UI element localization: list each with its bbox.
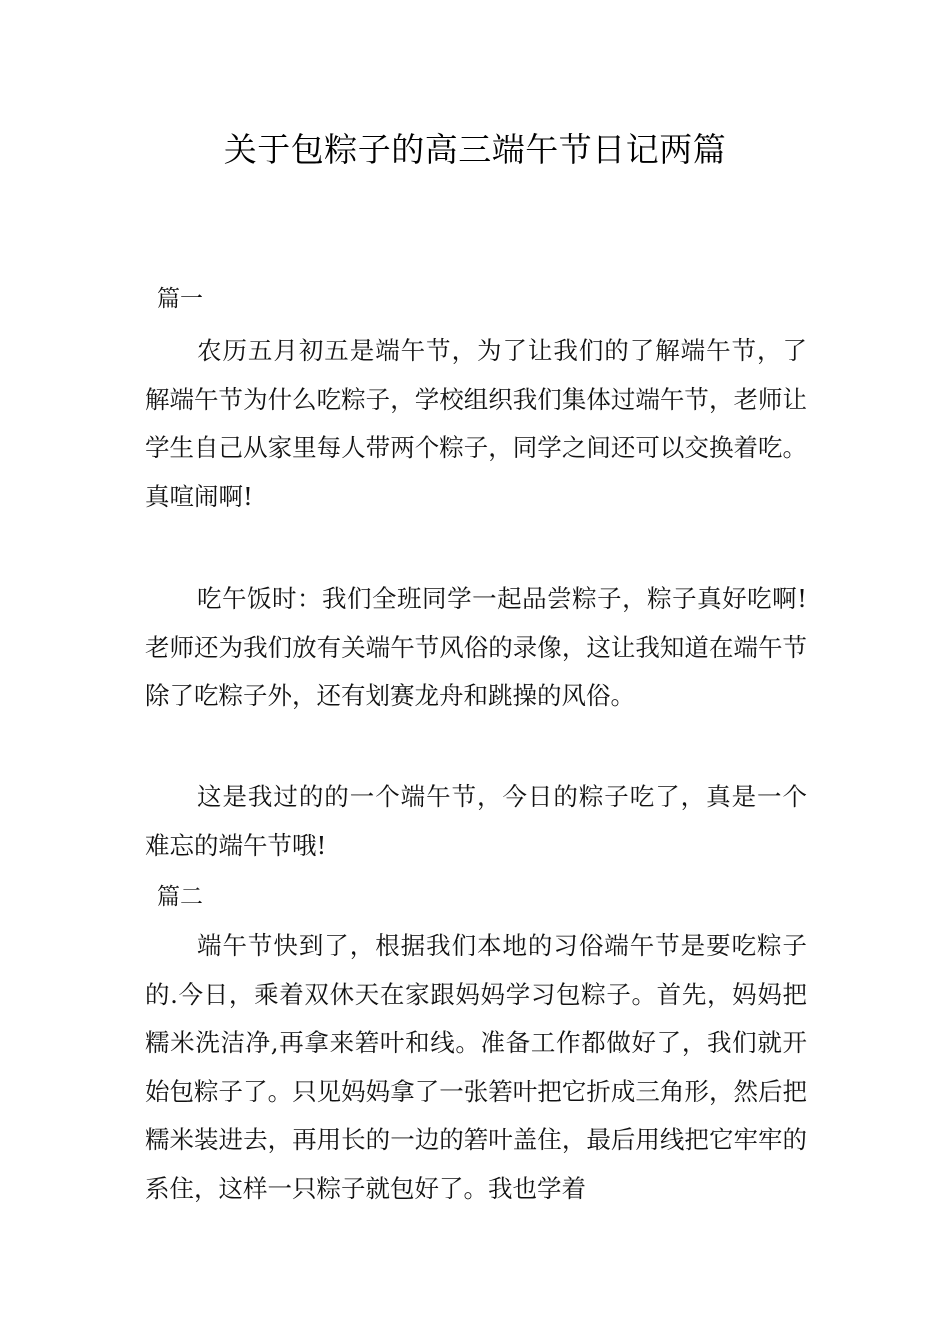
section-heading-1: 篇一 [157, 286, 203, 312]
paragraph-1-1: 农历五月初五是端午节，为了让我们的了解端午节，了解端午节为什么吃粽子，学校组织我们集体过端午节，老师让学生自己从家里每人带两个粽子，同学之间还可以交换着吃。真喧闹啊! [145, 336, 807, 511]
paragraph-1-3: 这是我过的的一个端午节，今日的粽子吃了，真是一个难忘的端午节哦! [145, 782, 807, 860]
section-heading-2: 篇二 [157, 884, 203, 910]
paragraph-2-1: 端午节快到了，根据我们本地的习俗端午节是要吃粽子的.今日，乘着双休天在家跟妈妈学习包粽子。首先，妈妈把糯米洗洁净,再拿来箬叶和线。准备工作都做好了，我们就开始包粽子了。只见妈妈拿了一张箬叶把它折成三角形，然后把糯米装进去，再用长的一边的箬叶盖住，最后用线把它牢牢的系住，这样一只粽子就包好了。我也学着 [145, 931, 807, 1203]
paragraph-1-2: 吃午饭时：我们全班同学一起品尝粽子，粽子真好吃啊!老师还为我们放有关端午节风俗的录像，这让我知道在端午节除了吃粽子外，还有划赛龙舟和跳操的风俗。 [145, 584, 807, 710]
document-title: 关于包粽子的高三端午节日记两篇 [223, 130, 727, 169]
